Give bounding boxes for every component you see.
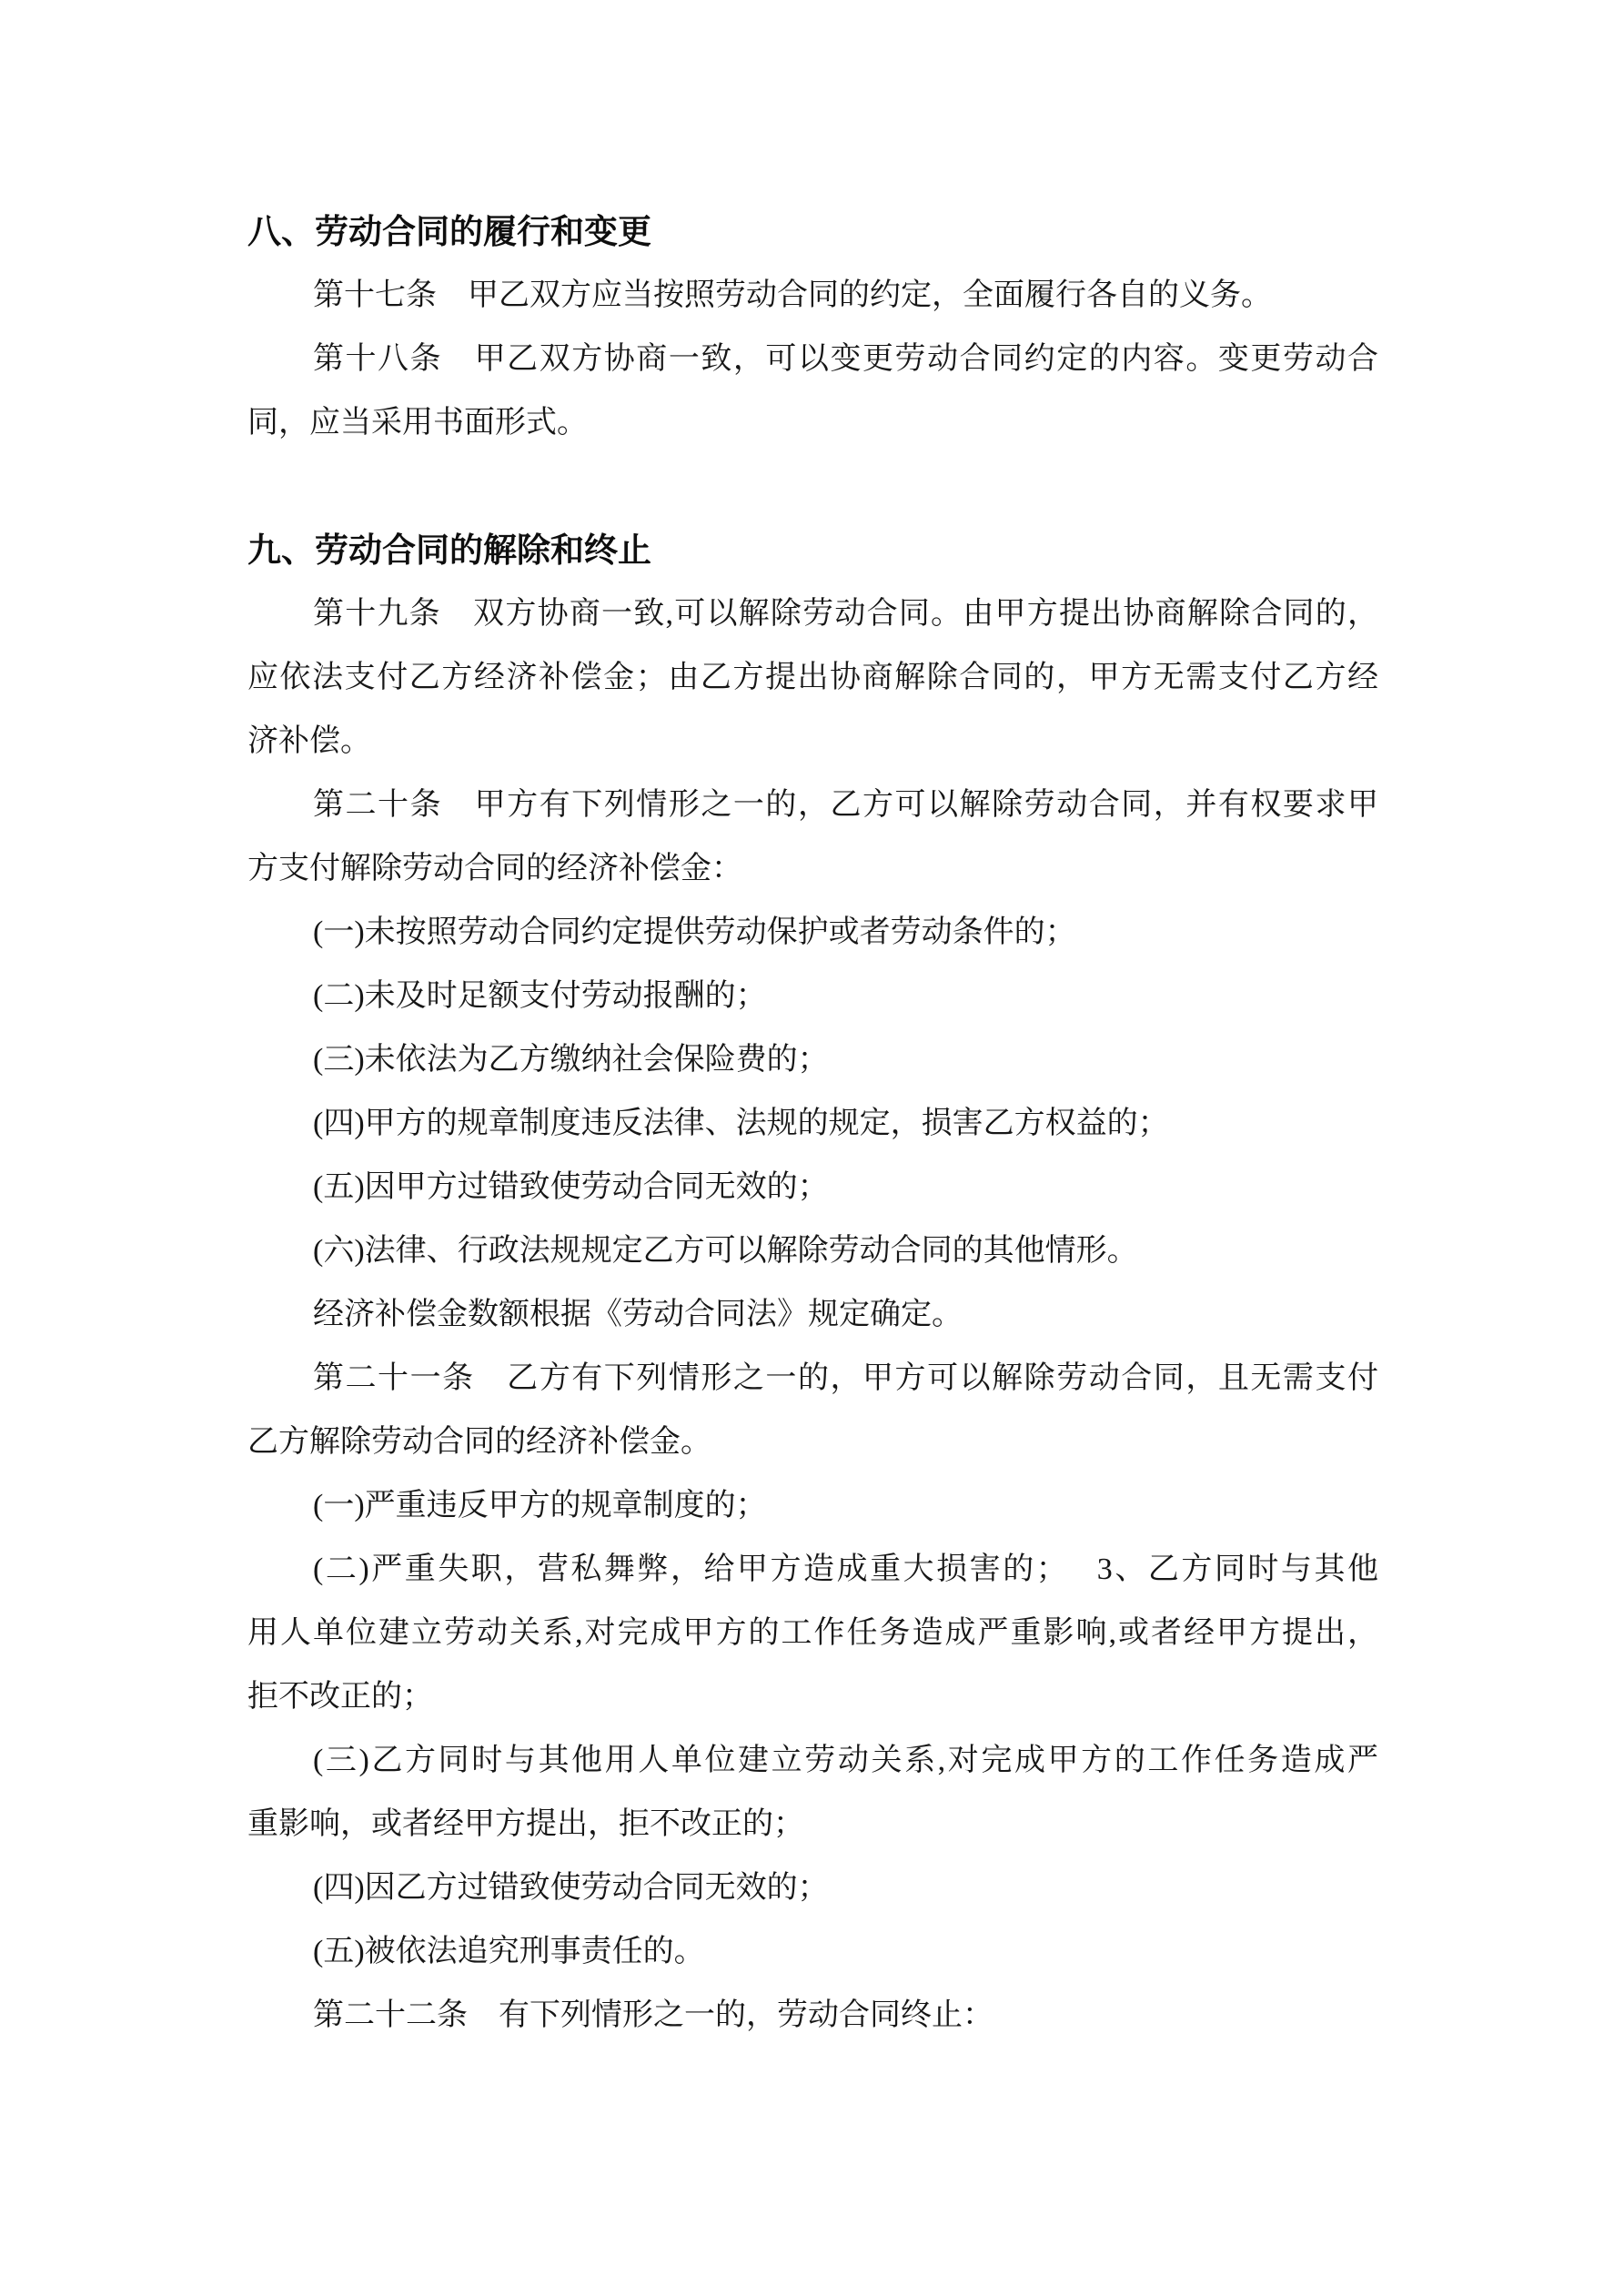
text-line: (四)因乙方过错致使劳动合同无效的； [313,1871,829,1905]
text-line: 第十七条 甲乙双方应当按照劳动合同的约定，全面履行各自的义务。 [313,278,1272,312]
text-line: (五)因甲方过错致使劳动合同无效的； [313,1170,829,1204]
text-line: 济补偿。 [247,724,371,758]
text-line: 乙方解除劳动合同的经济补偿金。 [247,1425,711,1459]
contract-section [247,519,1378,2048]
text-line: (三)乙方同时与其他用人单位建立劳动关系,对完成甲方的工作任务造成严 [313,1744,1378,1777]
text-line: 重影响，或者经甲方提出，拒不改正的； [247,1807,804,1841]
text-line: 应依法支付乙方经济补偿金；由乙方提出协商解除合同的，甲方无需支付乙方经 [247,661,1378,694]
document-content [247,200,1378,2048]
text-line: 第二十二条 有下列情形之一的，劳动合同终止： [313,1998,994,2032]
text-line: (五)被依法追究刑事责任的。 [313,1935,705,1968]
text-line: 第十九条 双方协商一致,可以解除劳动合同。由甲方提出协商解除合同的， [313,597,1378,631]
text-line: 第二十一条 乙方有下列情形之一的，甲方可以解除劳动合同，且无需支付 [313,1361,1378,1395]
text-line: (三)未依法为乙方缴纳社会保险费的； [313,1043,829,1077]
text-line: 用人单位建立劳动关系,对完成甲方的工作任务造成严重影响,或者经甲方提出， [247,1616,1378,1650]
section-heading: 九、劳动合同的解除和终止 [247,531,651,569]
text-line: (一)未按照劳动合同约定提供劳动保护或者劳动条件的； [313,915,1076,949]
text-line: 第十八条 甲乙双方协商一致，可以变更劳动合同约定的内容。变更劳动合 [313,342,1378,376]
text-line: 同，应当采用书面形式。 [247,406,588,440]
text-line: (六)法律、行政法规规定乙方可以解除劳动合同的其他情形。 [313,1234,1138,1268]
text-line: 方支付解除劳动合同的经济补偿金： [247,852,742,885]
text-line: (二)严重失职，营私舞弊，给甲方造成重大损害的； 3、乙方同时与其他 [313,1553,1378,1586]
text-line: 拒不改正的； [247,1680,433,1714]
section-heading: 八、劳动合同的履行和变更 [247,213,651,250]
contract-section [247,200,1378,455]
text-line: (一)严重违反甲方的规章制度的； [313,1489,767,1522]
text-line: (二)未及时足额支付劳动报酬的； [313,979,767,1013]
text-line: 第二十条 甲方有下列情形之一的，乙方可以解除劳动合同，并有权要求甲 [313,788,1378,822]
text-line: (四)甲方的规章制度违反法律、法规的规定，损害乙方权益的； [313,1107,1169,1140]
text-line: 经济补偿金数额根据《劳动合同法》规定确定。 [313,1298,963,1331]
